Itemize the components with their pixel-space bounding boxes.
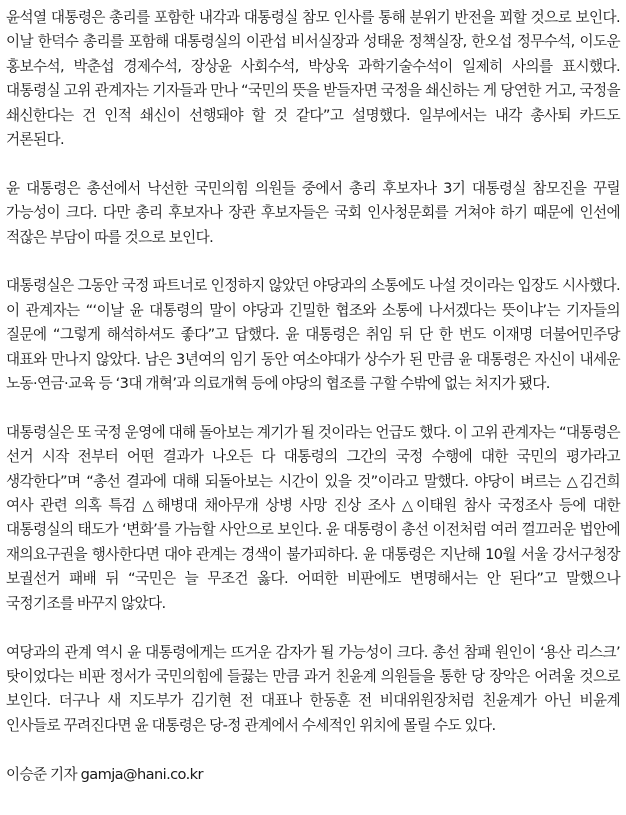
article-paragraph: 여당과의 관계 역시 윤 대통령에게는 뜨거운 감자가 될 가능성이 크다. 총선 참패 원인이 ‘용산 리스크’ 탓이었다는 비판 정서가 국민의힘에 들끓는 만큼 과거 친윤계 의원들을 통한 당 장악은 어려울 것으로 보인다. 더구나 새 지도부가 김기현 전 대표나 한동훈 전 비대위원장처럼 친윤계가 아닌 비윤계 인사들로 꾸려진다면 윤 대통령은 당-정 관계에서 수세적인 위치에 몰릴 수도 있다.: [6, 643, 620, 734]
article-paragraph: 대통령실은 또 국정 운영에 대해 돌아보는 계기가 될 것이라는 언급도 했다. 이 고위 관계자는 “대통령은 선거 시작 전부터 어떤 결과가 나오든 다 대통령의 그간의 국정 수행에 대한 국민의 평가라고 생각한다”며 “총선 결과에 대해 되돌아보는 시간이 있을 것”이라고 말했다. 야당이 벼르는 △김건희 여사 관련 의혹 특검 △해병대 채아무개 상병 사망 진상 조사 △이태원 참사 국정조사 등에 대한 대통령실의 태도가 ‘변화’를 가늠할 사안으로 보인다. 윤 대통령이 총선 이전처럼 여러 껄끄러운 법안에 재의요구권을 행사한다면 대야 관계는 경색이 불가피하다. 윤 대통령은 지난해 10월 서울 강서구청장 보궐선거 패배 뒤 “국민은 늘 무조건 옳다. 어떠한 비판에도 변명해서는 안 된다”고 말했으나 국정기조를 바꾸지 않았다.: [6, 423, 620, 612]
article-paragraph: 윤석열 대통령은 총리를 포함한 내각과 대통령실 참모 인사를 통해 분위기 반전을 꾀할 것으로 보인다. 이날 한덕수 총리를 포함해 대통령실의 이관섭 비서실장과 성태윤 정책실장, 한오섭 정무수석, 이도운 홍보수석, 박춘섭 경제수석, 장상윤 사회수석, 박상욱 과학기술수석이 일제히 사의를 표시했다. 대통령실 고위 관계자는 기자들과 만나 “국민의 뜻을 받들자면 국정을 쇄신하는 게 당연한 거고, 국정을 쇄신한다는 건 인적 쇄신이 선행돼야 할 것 같다”고 설명했다. 일부에서는 내각 총사퇴 카드도 거론된다.: [6, 9, 620, 149]
article-body: [6, 6, 620, 787]
article-byline: 이승준 기자 gamja@hani.co.kr: [6, 765, 203, 783]
article-paragraph: 대통령실은 그동안 국정 파트너로 인정하지 않았던 야당과의 소통에도 나설 것이라는 입장도 시사했다. 이 관계자는 “‘이날 윤 대통령의 말이 야당과 긴밀한 협조와 소통에 나서겠다는 뜻이냐’는 기자들의 질문에 “그렇게 해석하셔도 좋다”고 답했다. 윤 대통령은 취임 뒤 단 한 번도 이재명 더불어민주당 대표와 만나지 않았다. 남은 3년여의 임기 동안 여소야대가 상수가 된 만큼 윤 대통령은 자신이 내세운 노동·연금·교육 등 ‘3대 개혁’과 의료개혁 등에 야당의 협조를 구할 수밖에 없는 처지가 됐다.: [6, 277, 620, 393]
article-paragraph: 윤 대통령은 총선에서 낙선한 국민의힘 의원들 중에서 총리 후보자나 3기 대통령실 참모진을 꾸릴 가능성이 크다. 다만 총리 후보자나 장관 후보자들은 국회 인사청문회를 거쳐야 하기 때문에 인선에 적잖은 부담이 따를 것으로 보인다.: [6, 179, 620, 246]
